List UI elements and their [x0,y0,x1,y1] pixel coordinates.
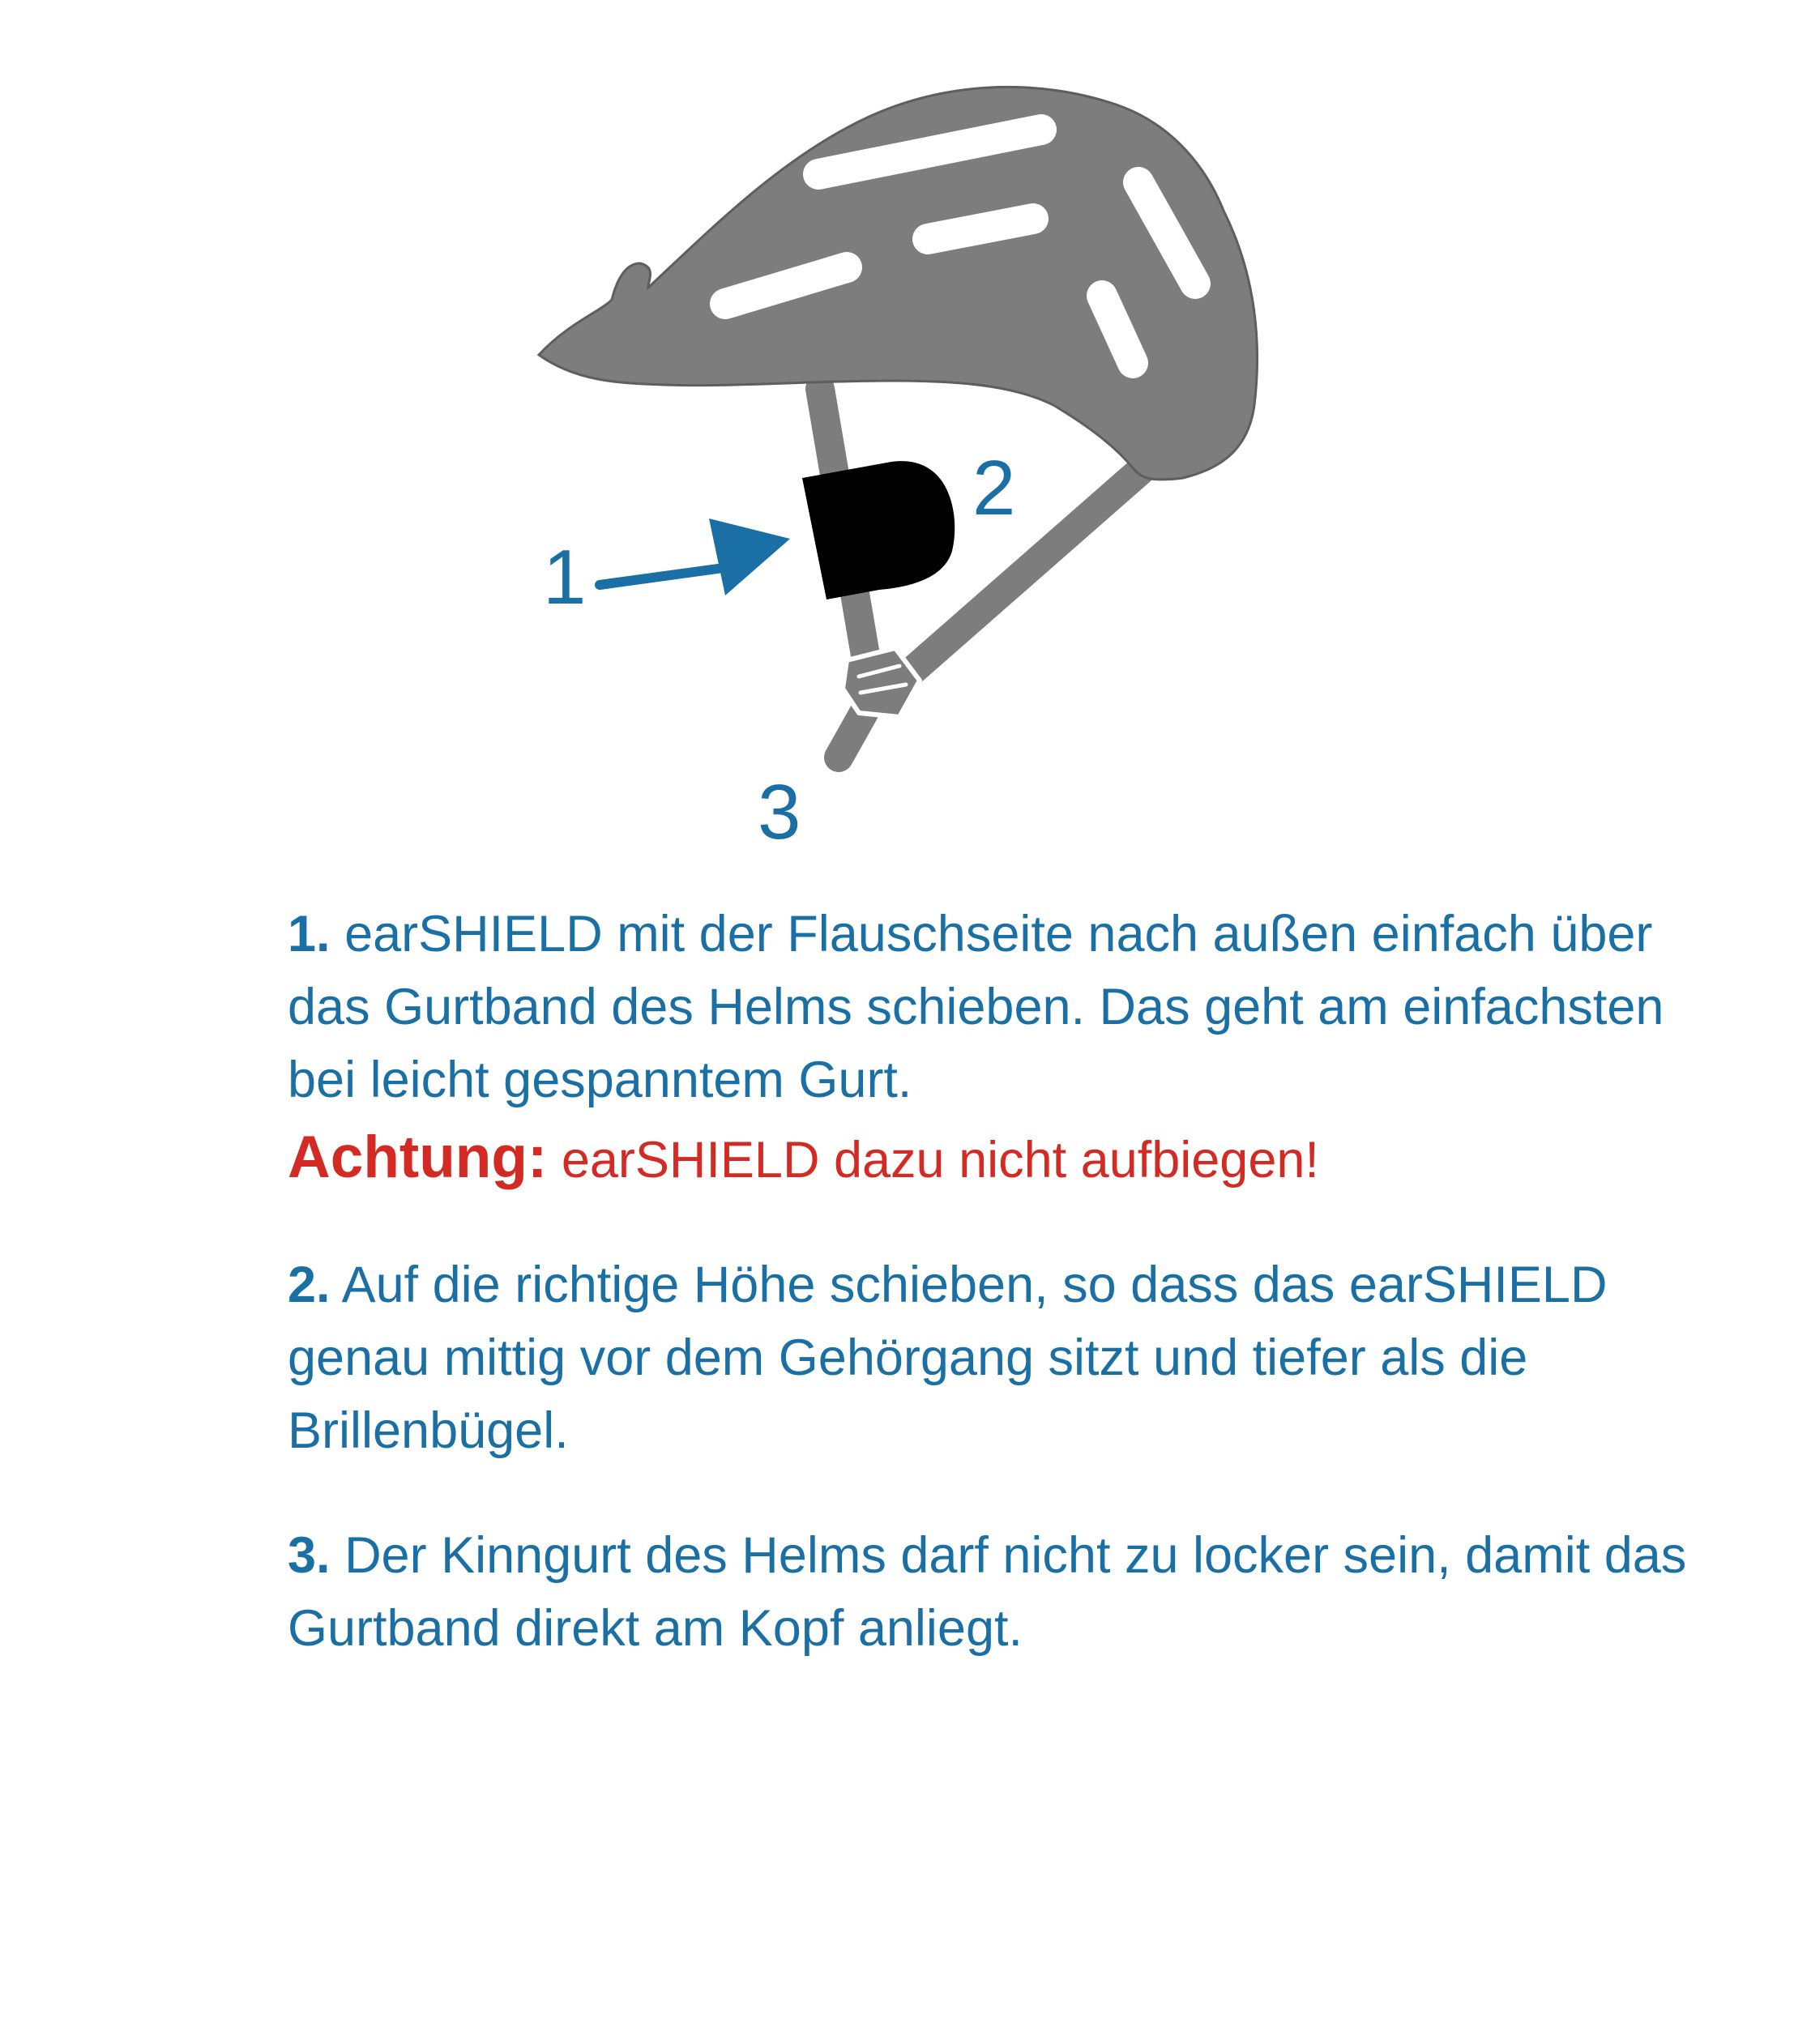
step-3 [288,1519,1730,1665]
helmet-diagram [0,0,1794,859]
step-3-text: Der Kinngurt des Helms darf nicht zu locker sein, damit das Gurtband direkt am Kopf anliegt. [288,1527,1687,1657]
callout-1: 1 [543,534,587,621]
arrow-icon [600,518,790,595]
instructions [288,898,1730,1665]
earshield-pad [802,461,955,600]
warning-label: Achtung: [288,1124,548,1190]
step-1-text: earSHIELD mit der Flauschseite nach außen einfach über das Gurtband des Helms schieben. Das geht am einfachsten bei leicht gespanntem Gurt. [288,906,1664,1108]
step-2-number: 2. [288,1257,331,1313]
step-2-text: Auf die richtige Höhe schieben, so dass das earSHIELD genau mittig vor dem Gehörgang sitzt und tiefer als die Brillenbügel. [288,1257,1608,1459]
callout-2: 2 [972,445,1016,531]
warning [288,1121,1730,1197]
step-1 [288,898,1730,1116]
step-2 [288,1248,1730,1467]
callout-3: 3 [758,769,801,856]
warning-text: earSHIELD dazu nicht aufbiegen! [561,1132,1319,1188]
step-3-number: 3. [288,1527,331,1584]
vent-middle [928,219,1033,239]
step-1-number: 1. [288,906,331,962]
